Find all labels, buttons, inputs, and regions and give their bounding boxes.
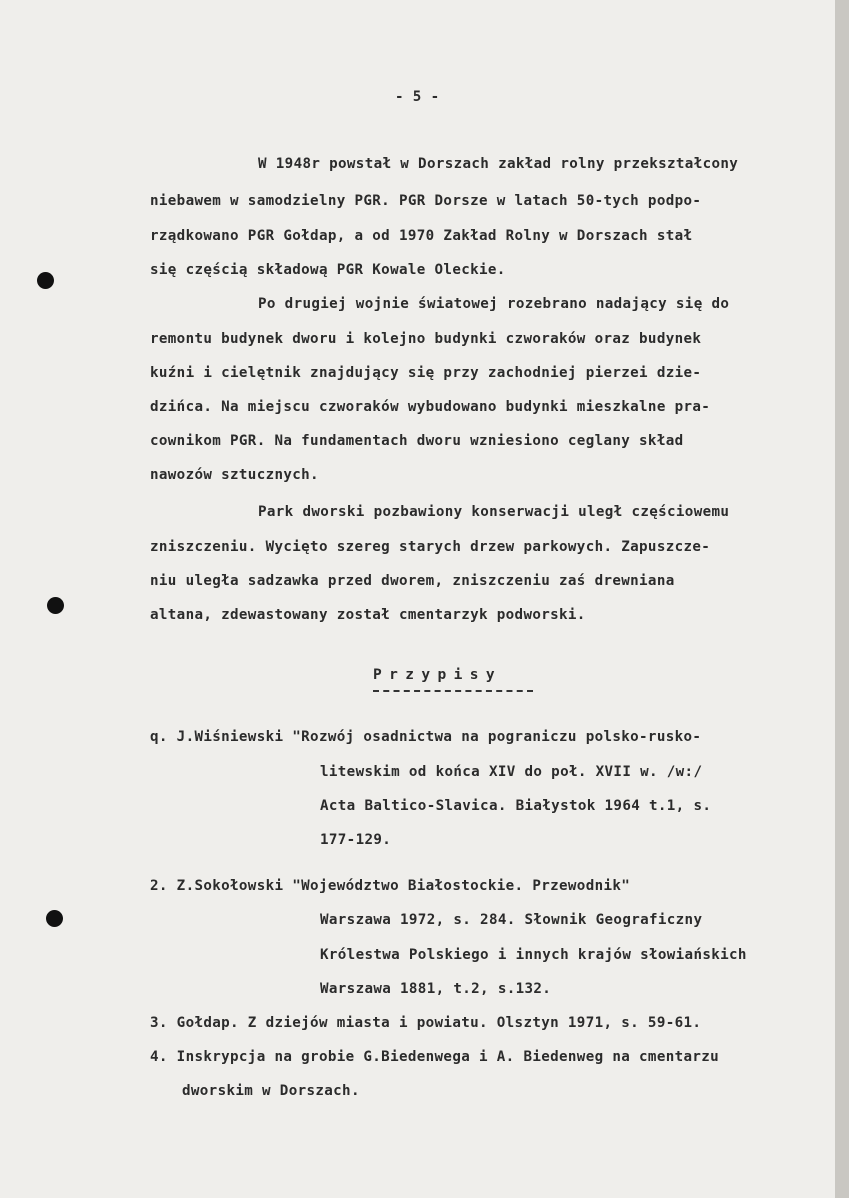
paragraph-line: Po drugiej wojnie światowej rozebrano nadający się do [258, 296, 730, 312]
footnote-line: Acta Baltico-Slavica. Białystok 1964 t.1, s. [320, 798, 712, 814]
footnote-line: 3. Gołdap. Z dziejów miasta i powiatu. Olsztyn 1971, s. 59-61. [150, 1015, 702, 1031]
paragraph-line: niebawem w samodzielny PGR. PGR Dorsze w latach 50-tych podpo- [150, 193, 702, 209]
punch-hole [46, 910, 63, 927]
punch-hole [37, 272, 54, 289]
punch-hole [47, 597, 64, 614]
footnote-line: 177-129. [320, 832, 392, 848]
paragraph-line: W 1948r powstał w Dorszach zakład rolny przekształcony [258, 156, 739, 172]
footnote-line: q. J.Wiśniewski "Rozwój osadnictwa na pograniczu polsko-rusko- [150, 729, 702, 745]
page-number: - 5 - [395, 89, 440, 105]
footnote-line: Królestwa Polskiego i innych krajów słowiańskich [320, 947, 747, 963]
paragraph-line: cownikom PGR. Na fundamentach dworu wzniesiono ceglany skład [150, 433, 684, 449]
paragraph-line: dzińca. Na miejscu czworaków wybudowano budynki mieszkalne pra- [150, 399, 711, 415]
footnotes-title: Przypisy [373, 667, 503, 683]
paragraph-line: rządkowano PGR Gołdap, a od 1970 Zakład Rolny w Dorszach stał [150, 228, 693, 244]
footnote-line: 2. Z.Sokołowski "Województwo Białostockie. Przewodnik" [150, 878, 631, 894]
footnote-line: litewskim od końca XIV do poł. XVII w. /w:/ [320, 764, 703, 780]
paragraph-line: remontu budynek dworu i kolejno budynki czworaków oraz budynek [150, 331, 702, 347]
paragraph-line: Park dworski pozbawiony konserwacji uległ częściowemu [258, 504, 730, 520]
paragraph-line: zniszczeniu. Wycięto szereg starych drzew parkowych. Zapuszcze- [150, 539, 711, 555]
footnote-line: 4. Inskrypcja na grobie G.Biedenwega i A. Biedenweg na cmentarzu [150, 1049, 720, 1065]
paragraph-line: altana, zdewastowany został cmentarzyk podworski. [150, 607, 586, 623]
paragraph-line: nawozów sztucznych. [150, 467, 319, 483]
footnote-line: dworskim w Dorszach. [182, 1083, 360, 1099]
footnote-line: Warszawa 1881, t.2, s.132. [320, 981, 552, 997]
page-edge [835, 0, 849, 1198]
footnotes-title-underline [373, 690, 533, 692]
paragraph-line: kuźni i cielętnik znajdujący się przy zachodniej pierzei dzie- [150, 365, 702, 381]
footnote-line: Warszawa 1972, s. 284. Słownik Geograficzny [320, 912, 703, 928]
paragraph-line: się częścią składową PGR Kowale Oleckie. [150, 262, 506, 278]
paragraph-line: niu uległa sadzawka przed dworem, zniszczeniu zaś drewniana [150, 573, 675, 589]
